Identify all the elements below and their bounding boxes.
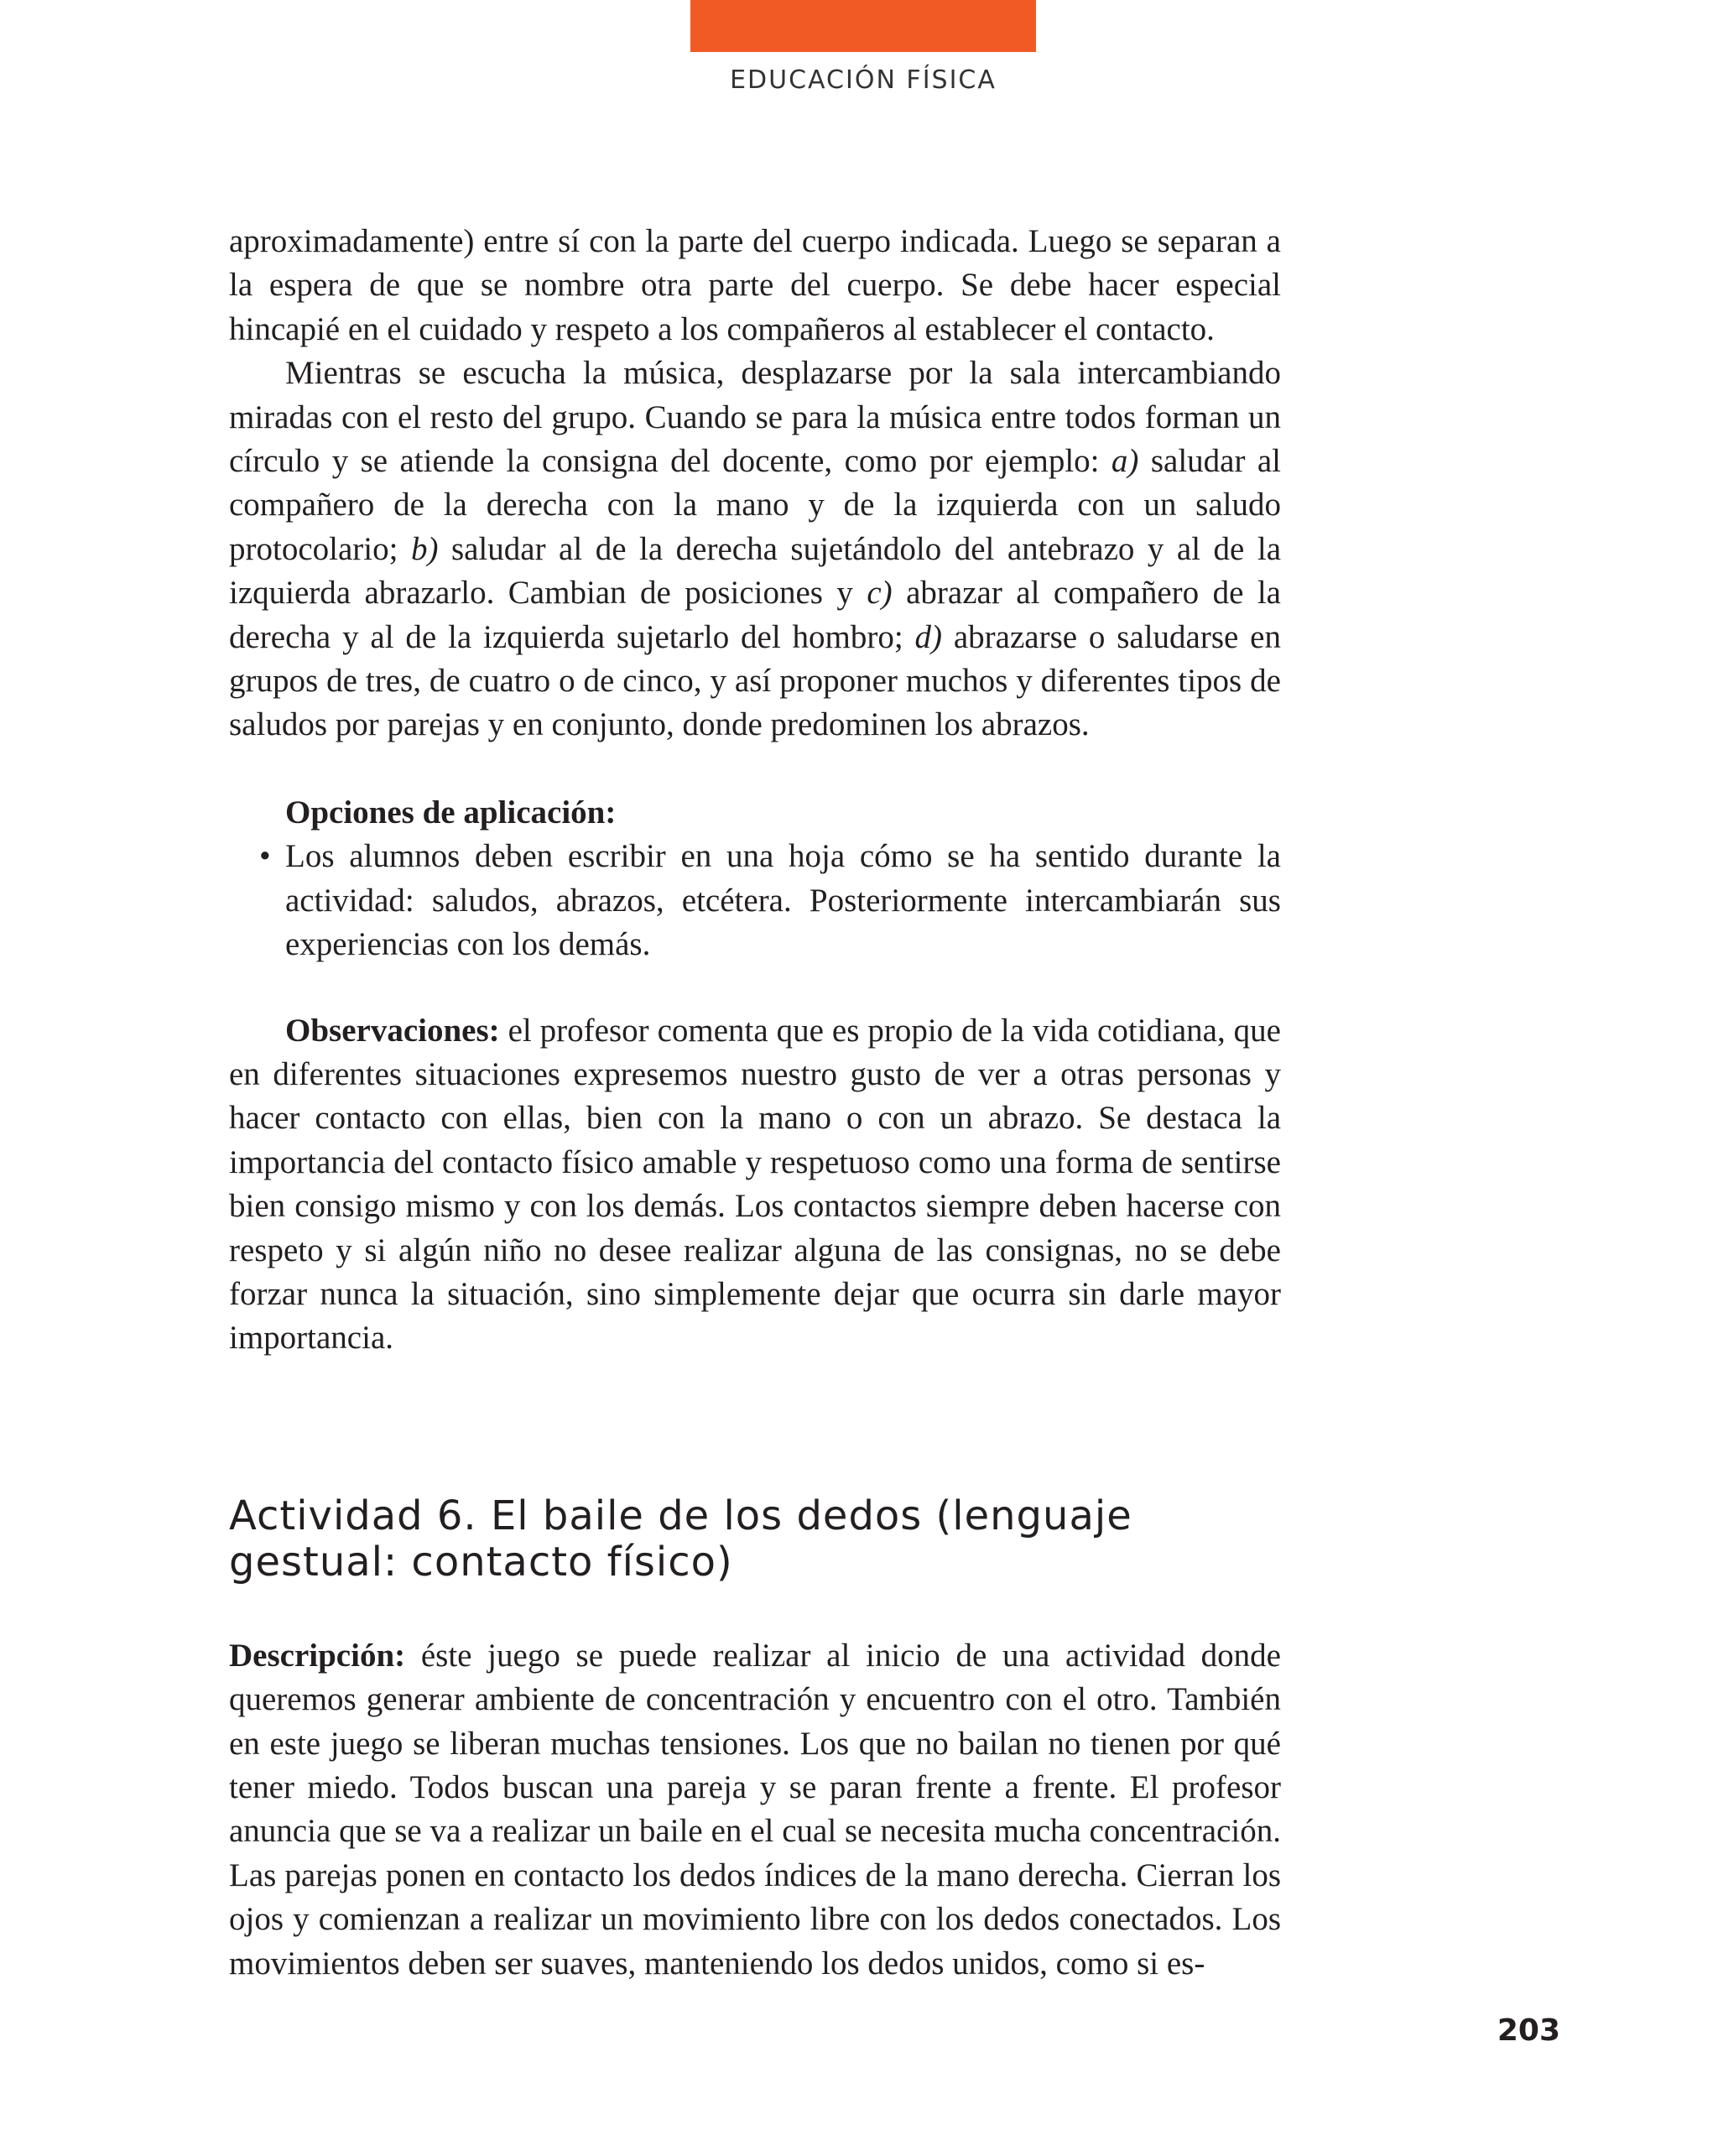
header-color-tab	[690, 0, 1036, 52]
description-text: éste juego se puede realizar al inicio de una actividad donde queremos generar ambiente de concentración y encuentro con el otro. También en este juego se liberan muchas tensiones. Los que no bailan no tienen por qué tener miedo. Todos buscan una pareja y se paran frente a frente. El profesor anuncia que se va a realizar un baile en el cual se necesita mucha concentración. Las parejas ponen en contacto los dedos índices de la mano derecha. Cierran los ojos y comienzan a realizar un movimiento libre con los dedos conectados. Los movimientos deben ser suaves, manteniendo los dedos unidos, como si es-	[229, 1637, 1281, 1982]
text-segment: saludar al compañero de la derecha con la mano y de la izquierda con un saludo protocolario;	[229, 443, 1282, 567]
options-list	[229, 835, 1281, 966]
section-title: Actividad 6. El baile de los dedos (lenguaje gestual: contacto físico)	[229, 1492, 1132, 1586]
description-paragraph	[229, 1634, 1281, 1986]
page-content	[229, 220, 1281, 1986]
paragraph-continuation: aproximadamente) entre sí con la parte del cuerpo indicada. Luego se separan a la espera de que se nombre otra parte del cuerpo. Se debe hacer especial hincapié en el cuidado y respeto a los compañeros al establecer el contacto.	[229, 223, 1281, 347]
description-label: Descripción:	[229, 1637, 406, 1674]
text-segment: abrazar al compañero de la derecha y al de la izquierda sujetarlo del hombro;	[229, 575, 1281, 655]
observations-paragraph	[229, 1009, 1281, 1361]
paragraph-music-greetings	[229, 352, 1281, 747]
running-head: EDUCACIÓN FÍSICA	[730, 65, 997, 95]
options-list-item	[229, 835, 1281, 966]
enum-marker-b: b)	[410, 530, 439, 567]
options-item-text: Los alumnos deben escribir en una hoja cómo se ha sentido durante la actividad: saludos, abrazos, etcétera. Posteriormente intercambiarán sus experiencias con los demás.	[285, 838, 1281, 963]
options-heading: Opciones de aplicación:	[285, 794, 617, 831]
observations-text: el profesor comenta que es propio de la vida cotidiana, que en diferentes situaciones expresemos nuestro gusto de ver a otras personas y hacer contacto con ellas, bien con la mano o con un abrazo. Se destaca la importancia del contacto físico amable y respetuoso como una forma de sentirse bien consigo mismo y con los demás. Los contactos siempre deben hacerse con respeto y si algún niño no desee realizar alguna de las consignas, no se debe forzar nunca la situación, sino simplemente dejar que ocurra sin darle mayor importancia.	[229, 1012, 1281, 1357]
enum-marker-d: d)	[914, 618, 943, 655]
enum-marker-c: c)	[867, 575, 893, 612]
observations-label: Observaciones:	[285, 1012, 500, 1049]
text-segment: saludar al de la derecha sujetándolo del antebrazo y al de la izquierda abrazarlo. Cambian de posiciones y	[229, 530, 1281, 612]
text-segment: abrazarse o saludarse en grupos de tres, de cuatro o de cinco, y así proponer muchos y diferentes tipos de saludos por parejas y en conjunto, donde predominen los abrazos.	[229, 618, 1281, 743]
page-number: 203	[1497, 2013, 1560, 2048]
bullet-icon: •	[259, 838, 271, 875]
enum-marker-a: a)	[1111, 443, 1139, 480]
text-segment: Mientras se escucha la música, desplazarse por la sala intercambiando miradas con el resto del grupo. Cuando se para la música entre todos forman un círculo y se atiende la consigna del docente, como por ejemplo:	[229, 355, 1281, 480]
